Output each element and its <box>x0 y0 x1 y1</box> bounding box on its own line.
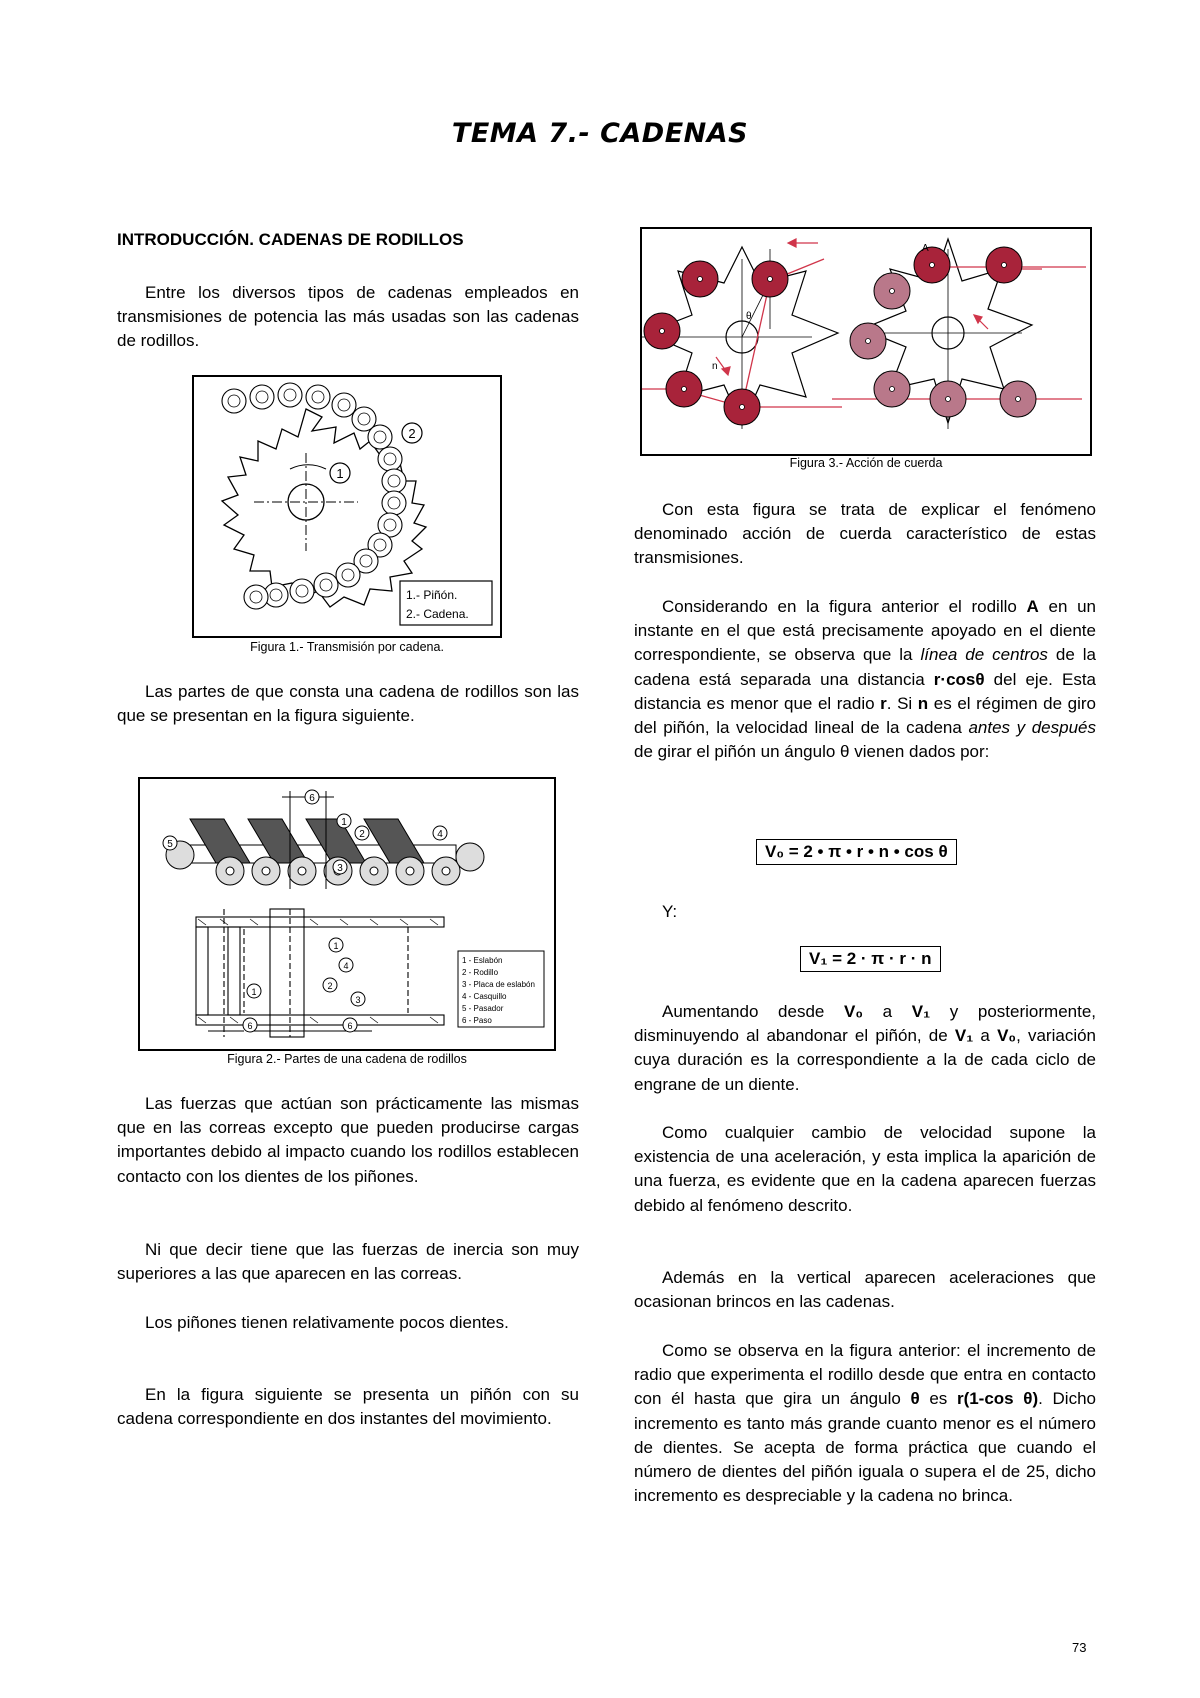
formula-v1: V₁ = 2 · π · r · n <box>800 946 941 972</box>
text: es <box>919 1389 957 1409</box>
figure-1-chain-transmission <box>192 375 502 638</box>
paragraph-forces: Las fuerzas que actúan son prácticamente las mismas que en las correas excepto que pueden producirse cargas importantes debido al impacto cuando los rodillos establecen contacto con los dientes de los piñones. <box>117 1094 579 1186</box>
paragraph-chordal-action <box>634 498 1096 571</box>
math-var: n <box>917 693 929 713</box>
page-number: 73 <box>1072 1640 1087 1655</box>
text: . Si <box>886 693 918 713</box>
paragraph-radius-increment <box>634 1339 1096 1508</box>
paragraph-acceleration: Como cualquier cambio de velocidad supone la existencia de una aceleración, y esta implica la aparición de una fuerza, es evidente que en la cadena aparecen fuerzas debido al fenómeno descrito. <box>634 1123 1096 1215</box>
rollers-right <box>850 273 1036 417</box>
paragraph-next-figure: En la figura siguiente se presenta un piñón con su cadena correspondiente en dos instantes del movimiento. <box>117 1385 579 1429</box>
chain-links <box>222 383 406 609</box>
figure-2-caption: Figura 2.- Partes de una cadena de rodillos <box>227 1052 467 1066</box>
fig2-callout-2: 2 <box>359 829 365 840</box>
paragraph-few-teeth: Los piñones tienen relativamente pocos dientes. <box>145 1313 509 1332</box>
chain-perspective <box>166 791 484 889</box>
paragraph-vertical: Además en la vertical aparecen aceleraciones que ocasionan brincos en las cadenas. <box>634 1268 1096 1312</box>
fig2-callout-3: 3 <box>337 863 343 874</box>
fig2-section-callout-c: 2 <box>327 981 333 991</box>
paragraph-intro: Entre los diversos tipos de cadenas empleados en transmisiones de potencia las más usadas son las cadenas de rodillos. <box>117 283 579 351</box>
fig2-callout-4: 4 <box>437 829 443 840</box>
fig3-label-n: n <box>712 361 718 372</box>
text: Como se observa en la figura anterior: el incremento de radio que experimenta el rodillo desde que entra en contacto con él hasta que gira un ángulo <box>634 1341 1096 1409</box>
text: es el régimen de giro del piñón, la velocidad lineal de la cadena <box>634 693 1096 738</box>
section-heading: INTRODUCCIÓN. CADENAS DE RODILLOS <box>117 230 464 249</box>
math-var: r <box>880 693 887 713</box>
math-var: V₀ <box>844 1002 864 1021</box>
figure-3-drawing <box>642 229 1090 454</box>
text: . Dicho incremento es tanto más grande cuanto menor es el número de dientes. Se acepta de forma práctica que cuando el número de dientes del piñón iguala o supera el de 25, dicho incremento es despreciable y la cadena no brinca. <box>634 1389 1096 1506</box>
fig2-section-callout-b: 4 <box>343 961 349 971</box>
formula-v0: V₀ = 2 • π • r • n • cos θ <box>756 839 957 865</box>
fig2-legend-1: 1 - Eslabón <box>462 956 503 965</box>
text: de la cadena está separada una distancia <box>634 645 1097 689</box>
y-label: Y: <box>662 902 678 921</box>
math-var: V₁ <box>911 1002 931 1021</box>
fig1-legend-2: 2.- Cadena. <box>406 607 469 621</box>
math-var: θ <box>910 1389 920 1409</box>
paragraph-parts: Las partes de que consta una cadena de rodillos son las que se presentan en la figura siguiente. <box>117 682 579 726</box>
figure-3-caption: Figura 3.- Acción de cuerda <box>789 456 943 470</box>
fig2-callout-1: 1 <box>341 817 347 828</box>
fig2-legend-4: 4 - Casquillo <box>462 992 507 1001</box>
figure-2-chain-parts <box>138 777 556 1051</box>
paragraph-consider-roller <box>634 595 1096 764</box>
fig2-legend-5: 5 - Pasador <box>462 1004 504 1013</box>
text: y posteriormente, disminuyendo al abandonar el piñón, de <box>634 1002 1097 1046</box>
fig3-label-A: A <box>922 243 929 254</box>
text: Aumentando desde <box>662 1002 844 1021</box>
fig2-legend-2: 2 - Rodillo <box>462 968 499 977</box>
math-expr: r·cosθ <box>933 669 985 689</box>
fig2-callout-5: 5 <box>167 839 173 850</box>
figure-2-drawing <box>140 779 554 1049</box>
fig3-label-theta: θ <box>746 311 752 322</box>
math-var: V₀ <box>997 1026 1017 1046</box>
emphasis: antes y después <box>968 718 1096 738</box>
fig2-section-callout-g: 6 <box>347 1021 353 1031</box>
figure-1-drawing <box>194 377 500 636</box>
text: de girar el piñón un ángulo θ vienen dados por: <box>634 742 990 762</box>
fig2-section-callout-f: 6 <box>247 1021 253 1031</box>
fig2-legend-3: 3 - Placa de eslabón <box>462 980 535 989</box>
fig1-callout-2: 2 <box>408 426 416 441</box>
fig1-legend-1: 1.- Piñón. <box>406 588 458 602</box>
figure-1-caption: Figura 1.- Transmisión por cadena. <box>250 640 444 654</box>
text: del eje. Esta distancia es menor que el radio <box>634 669 1096 713</box>
text: Considerando en la figura anterior el rodillo <box>662 597 1027 616</box>
fig2-legend-6: 6 - Paso <box>462 1016 492 1025</box>
emphasis: línea de centros <box>920 645 1048 665</box>
roller-label: A <box>1026 597 1039 616</box>
rollers-left <box>644 261 788 425</box>
page-title: TEMA 7.- CADENAS <box>451 118 749 149</box>
text: en un instante en el que está precisamente apoyado en el diente correspondiente, se observa que la <box>634 597 1096 665</box>
text: , variación cuya duración es la correspondiente a la de cada ciclo de engrane de un diente. <box>634 1026 1097 1094</box>
math-expr: r(1-cos θ) <box>956 1389 1039 1409</box>
fig2-callout-6-top: 6 <box>309 793 315 804</box>
figure-3-chordal-action <box>640 227 1092 456</box>
chain-section-view <box>196 909 444 1037</box>
fig2-section-callout-e: 1 <box>251 987 257 997</box>
math-var: V₁ <box>954 1026 974 1046</box>
paragraph-velocity-variation <box>634 1000 1096 1097</box>
text: Con esta figura se trata de explicar el fenómeno denominado acción de cuerda característico de estas transmisiones. <box>634 500 1096 568</box>
fig1-callout-1: 1 <box>336 466 344 481</box>
text: a <box>863 1002 912 1021</box>
fig2-section-callout-d: 3 <box>355 995 361 1005</box>
paragraph-inertia: Ni que decir tiene que las fuerzas de inercia son muy superiores a las que aparecen en las correas. <box>117 1240 579 1284</box>
fig2-section-callout-a: 1 <box>333 941 339 951</box>
text: a <box>973 1026 998 1046</box>
